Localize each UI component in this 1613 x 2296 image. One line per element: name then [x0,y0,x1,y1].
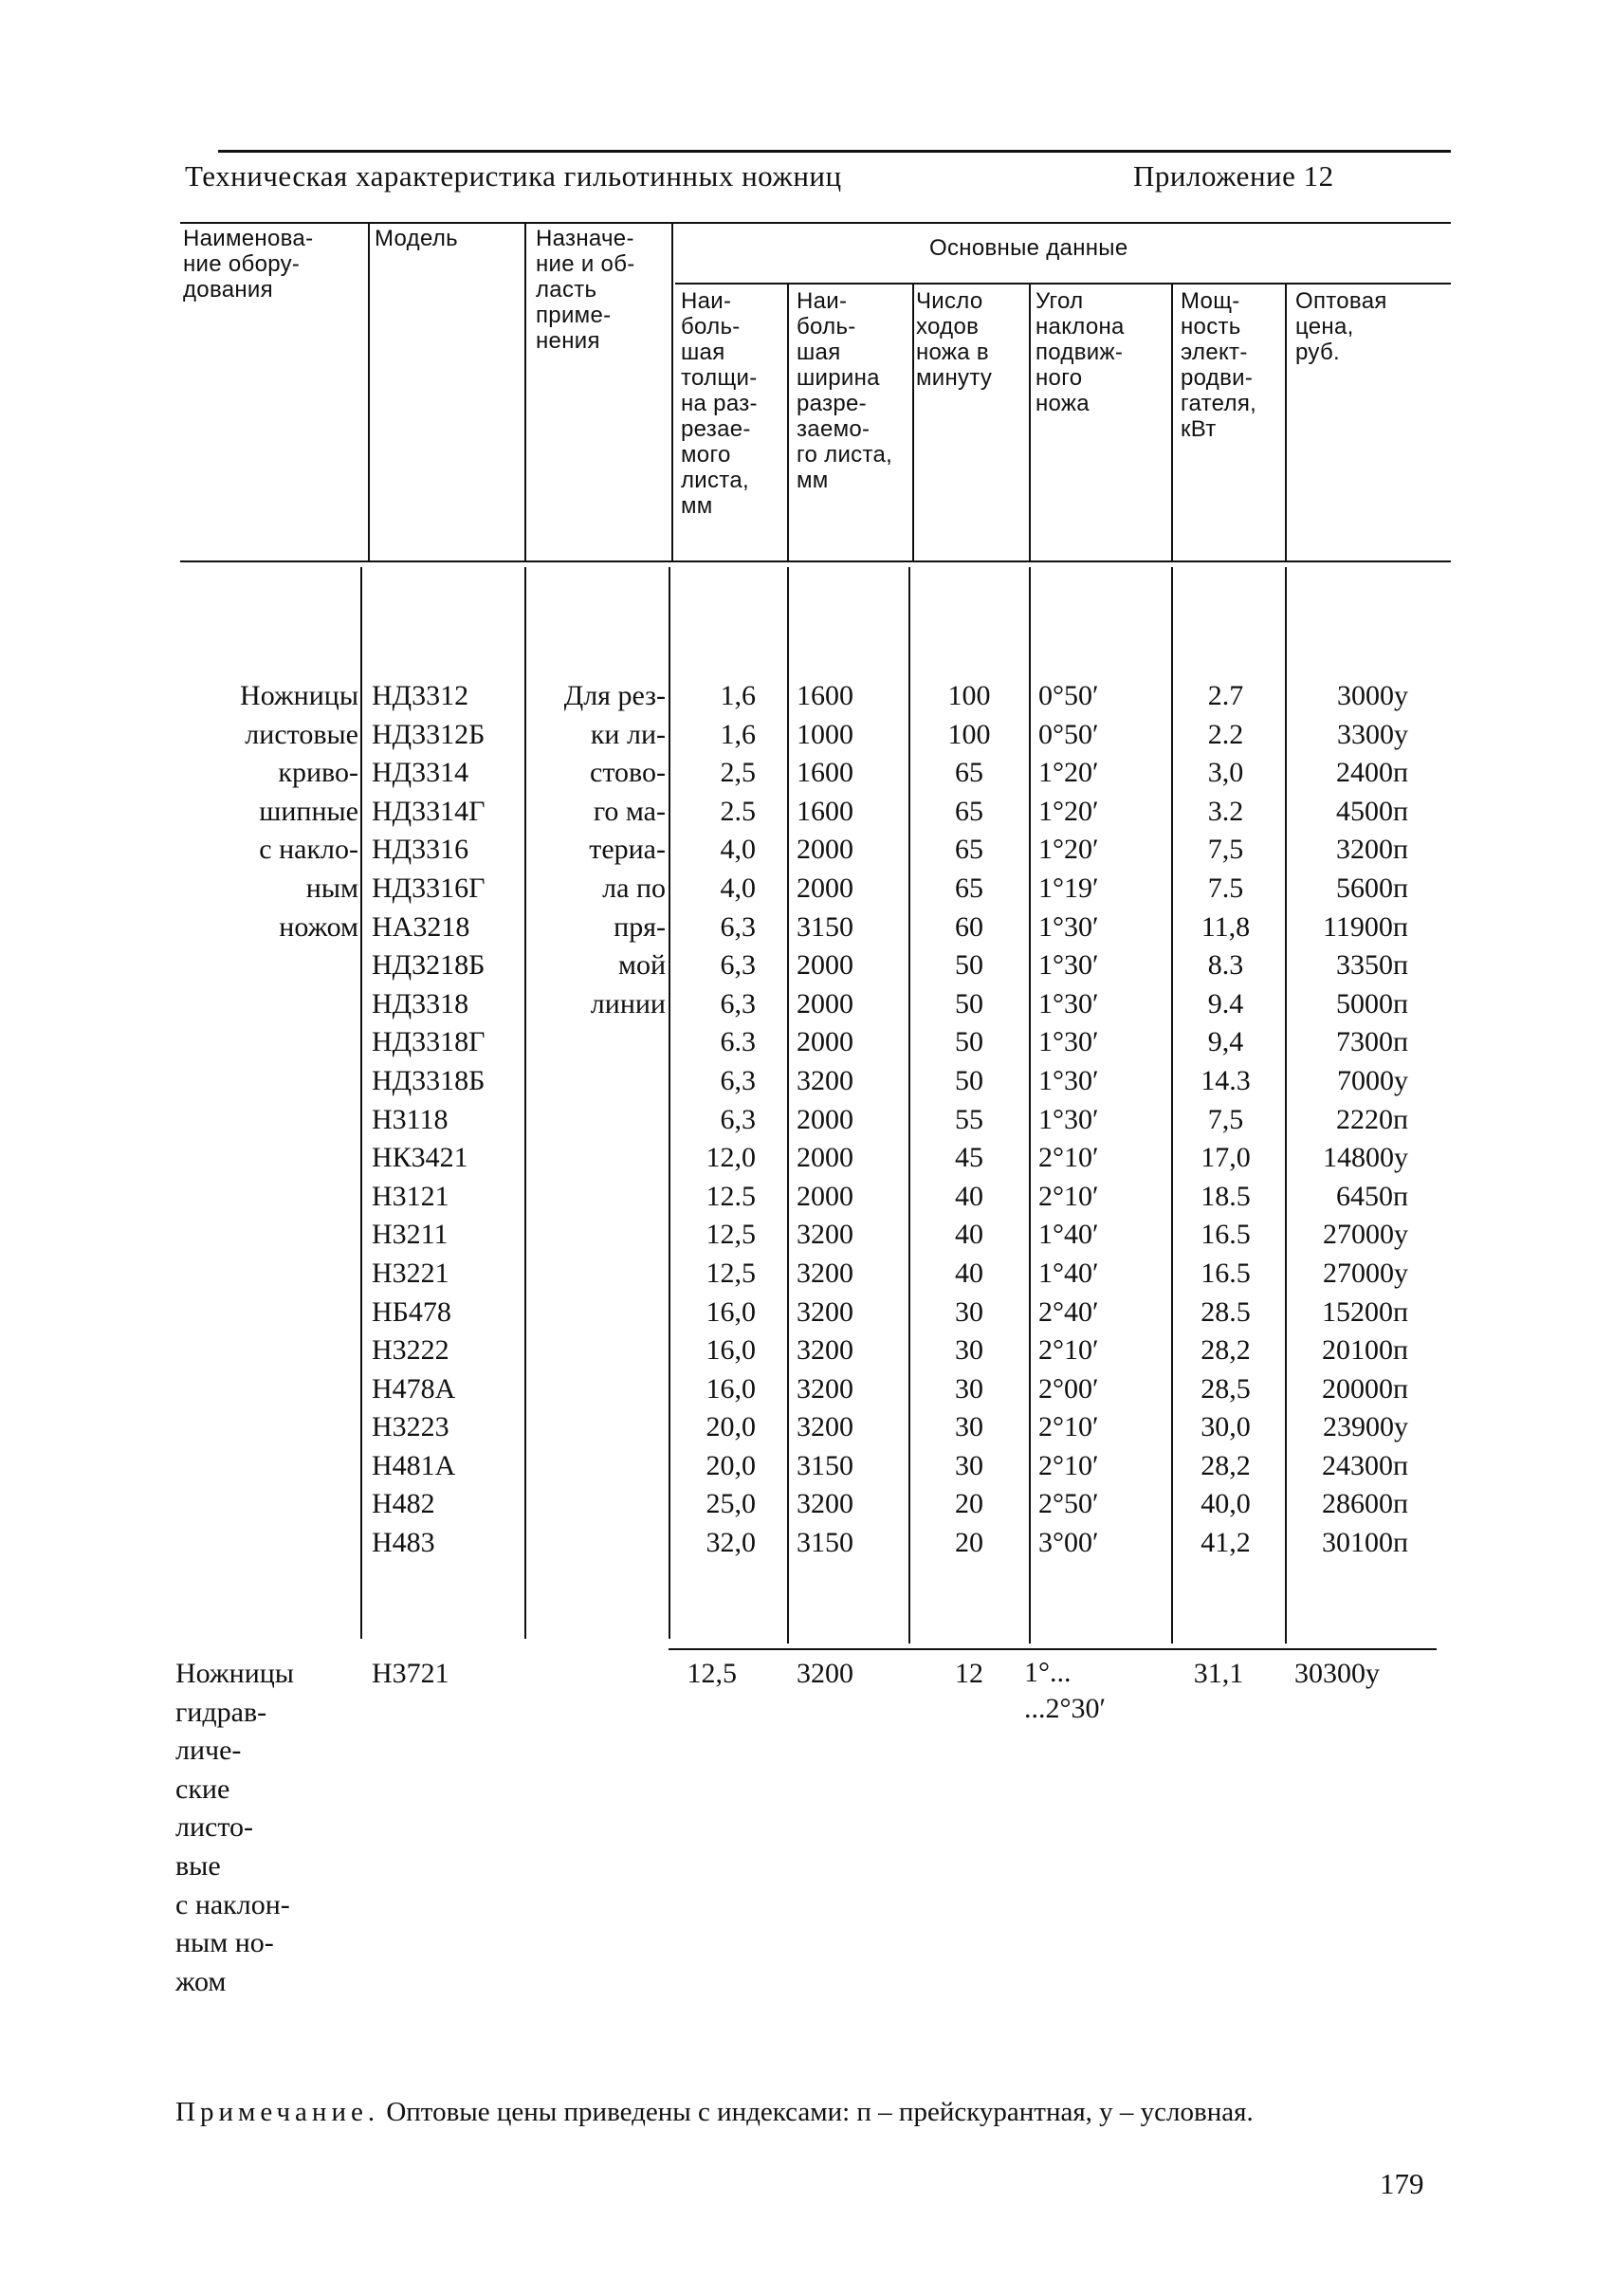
cell-model: Н481А [372,1449,456,1481]
cell-strokes: 65 [955,834,983,866]
header-model: Модель [375,226,458,251]
cell-power: 16.5 [1201,1257,1251,1289]
cell-angle: 1°40′ [1038,1257,1099,1289]
cell-price: 2220п [1335,1103,1408,1135]
cell-width: 2000 [797,1026,853,1058]
cell-power: 40,0 [1201,1488,1251,1520]
cell-width: 2000 [797,987,853,1019]
header-thickness: Наи- боль- шая толщи- на раз- резае- мого листа, мм [681,288,758,519]
cell-width: 2000 [797,1180,853,1212]
cell-power: 41,2 [1201,1527,1251,1559]
cell-thickness: 1,6 [720,680,756,711]
cell-thickness: 6,3 [720,987,756,1019]
cell-price: 27000у [1323,1219,1408,1251]
group2-width: 3200 [797,1658,853,1689]
cell-angle: 0°50′ [1038,718,1099,750]
cell-strokes: 100 [947,718,991,750]
cell-model: Н483 [372,1527,435,1559]
cell-angle: 1°40′ [1038,1219,1099,1251]
header-divider [368,222,370,560]
cell-price: 11900п [1323,910,1408,943]
cell-angle: 1°30′ [1038,987,1099,1019]
cell-width: 3200 [797,1411,853,1443]
cell-price: 3300у [1337,718,1408,750]
cell-price: 3200п [1335,834,1408,866]
cell-model: Н3221 [372,1257,449,1289]
cell-strokes: 50 [955,1026,983,1058]
cell-angle: 2°10′ [1038,1334,1099,1367]
cell-width: 1600 [797,795,853,827]
cell-angle: 2°40′ [1038,1295,1099,1328]
body-divider [1285,567,1287,1644]
cell-power: 7,5 [1207,1103,1244,1135]
cell-model: НД3318Г [372,1026,486,1058]
appendix-label: Приложение 12 [1133,159,1334,193]
model-column [372,677,485,1563]
cell-strokes: 50 [955,1064,983,1096]
cell-strokes: 55 [955,1103,983,1135]
cell-width: 3200 [797,1372,853,1405]
group2-model: Н3721 [372,1658,449,1689]
cell-model: НД3314Г [372,795,486,827]
cell-price: 27000у [1323,1257,1408,1289]
cell-power: 18.5 [1201,1180,1251,1212]
cell-strokes: 30 [955,1411,983,1443]
cell-power: 11,8 [1201,910,1251,943]
cell-model: НД3312Б [372,718,486,750]
cell-width: 3200 [797,1488,853,1520]
header-divider [1285,283,1287,560]
cell-price: 6450п [1335,1180,1408,1212]
cell-power: 28,2 [1201,1334,1251,1367]
cell-power: 9,4 [1207,1026,1244,1058]
cell-width: 3150 [797,1449,853,1481]
cell-angle: 1°19′ [1038,872,1099,904]
cell-strokes: 40 [955,1219,983,1251]
footnote-text: Оптовые цены приведены с индексами: п – прейскурантная, у – условная. [379,2097,1254,2127]
header-divider [1029,283,1031,560]
group2-strokes: 12 [955,1658,983,1689]
cell-thickness: 6,3 [720,949,756,982]
cell-price: 5600п [1335,872,1408,904]
cell-thickness: 12,5 [706,1219,756,1251]
group-separator-rule [669,1648,1437,1650]
cell-strokes: 65 [955,757,983,789]
cell-width: 2000 [797,872,853,904]
price-column [1294,677,1408,1563]
cell-angle: 1°30′ [1038,1103,1099,1135]
cell-power: 2.7 [1207,680,1244,711]
cell-strokes: 30 [955,1372,983,1405]
cell-angle: 1°30′ [1038,1064,1099,1096]
cell-model: Н3222 [372,1334,449,1367]
cell-price: 3350п [1335,949,1408,982]
cell-angle: 1°20′ [1038,757,1099,789]
header-divider [1171,283,1173,560]
cell-price: 7300п [1335,1026,1408,1058]
footnote [175,2094,1446,2131]
cell-angle: 2°00′ [1038,1372,1099,1405]
group2-power: 31,1 [1193,1658,1244,1689]
cell-strokes: 45 [955,1142,983,1174]
group2-price: 30300у [1294,1658,1380,1689]
cell-width: 3150 [797,1527,853,1559]
cell-strokes: 40 [955,1257,983,1289]
cell-model: Н482 [372,1488,435,1520]
cell-width: 3200 [797,1219,853,1251]
cell-thickness: 16,0 [706,1372,756,1405]
header-bottom-rule [180,560,1451,562]
body-divider [908,567,910,1644]
cell-price: 23900у [1323,1411,1408,1443]
cell-model: НД3316 [372,834,469,866]
cell-width: 2000 [797,1103,853,1135]
cell-price: 20100п [1321,1334,1408,1367]
cell-power: 17,0 [1201,1142,1251,1174]
group2-name: Ножницы гидрав- личе- ские листо- вые с наклон- ным но- жом [175,1658,294,1997]
cell-power: 8.3 [1207,949,1244,982]
header-divider [912,283,914,560]
cell-angle: 1°30′ [1038,910,1099,943]
angle-column [1038,677,1099,1563]
cell-model: Н3223 [372,1411,449,1443]
cell-model: НД3218Б [372,949,486,982]
cell-thickness: 1,6 [720,718,756,750]
cell-width: 3200 [797,1334,853,1367]
cell-thickness: 12,0 [706,1142,756,1174]
body-divider [524,567,526,1639]
cell-width: 2000 [797,1142,853,1174]
cell-width: 3150 [797,910,853,943]
cell-strokes: 60 [955,910,983,943]
cell-power: 28,5 [1201,1372,1251,1405]
body-divider [360,567,362,1639]
header-price: Оптовая цена, руб. [1295,288,1387,365]
cell-strokes: 40 [955,1180,983,1212]
cell-thickness: 6,3 [720,1103,756,1135]
cell-thickness: 6,3 [720,1064,756,1096]
footnote-lead: Примечание. [175,2097,380,2127]
cell-power: 3,0 [1207,757,1244,789]
cell-strokes: 20 [955,1488,983,1520]
header-main-data: Основные данные [929,235,1128,261]
cell-angle: 0°50′ [1038,680,1099,711]
cell-model: НБ478 [372,1295,451,1328]
header-strokes: Число ходов ножа в минуту [916,288,993,391]
cell-power: 14.3 [1201,1064,1251,1096]
cell-price: 5000п [1335,987,1408,1019]
group2-angle: 1°... ...2°30′ [1024,1657,1107,1724]
header-purpose: Назначе- ние и об- ласть приме- нения [536,226,635,354]
thickness-column [675,677,756,1563]
cell-strokes: 20 [955,1527,983,1559]
cell-thickness: 16,0 [706,1295,756,1328]
cell-thickness: 6.3 [720,1026,756,1058]
header-top-rule [180,222,1451,224]
cell-thickness: 32,0 [706,1527,756,1559]
group2-thickness: 12,5 [687,1658,737,1689]
header-divider [671,222,673,560]
cell-angle: 3°00′ [1038,1527,1099,1559]
cell-price: 2400п [1335,757,1408,789]
cell-thickness: 4,0 [720,834,756,866]
cell-thickness: 4,0 [720,872,756,904]
cell-angle: 1°20′ [1038,834,1099,866]
cell-angle: 2°10′ [1038,1142,1099,1174]
header-divider [524,222,526,560]
cell-model: Н3121 [372,1180,449,1212]
width-column [797,677,853,1563]
cell-strokes: 65 [955,795,983,827]
page-number: 179 [1380,2167,1424,2200]
table-caption: Техническая характеристика гильотинных ножниц [185,159,842,193]
cell-model: НК3421 [372,1142,468,1174]
cell-model: НД3318Б [372,1064,486,1096]
cell-angle: 2°10′ [1038,1180,1099,1212]
cell-angle: 1°30′ [1038,1026,1099,1058]
cell-strokes: 30 [955,1449,983,1481]
header-power: Мощ- ность элект- родви- гателя, кВт [1181,288,1257,442]
cell-strokes: 65 [955,872,983,904]
strokes-column [931,677,1007,1563]
cell-thickness: 20,0 [706,1411,756,1443]
cell-strokes: 30 [955,1295,983,1328]
cell-price: 3000у [1337,680,1408,711]
group1-name: Ножницы листовые криво- шипные с накло- ным ножом [240,680,358,943]
cell-model: НД3312 [372,680,469,711]
cell-price: 7000у [1337,1064,1408,1096]
cell-price: 30100п [1321,1527,1408,1559]
cell-angle: 2°10′ [1038,1411,1099,1443]
cell-thickness: 16,0 [706,1334,756,1367]
cell-thickness: 2,5 [720,757,756,789]
power-column [1176,677,1275,1563]
body-divider [669,567,670,1639]
cell-model: Н3118 [372,1103,449,1135]
cell-thickness: 20,0 [706,1449,756,1481]
cell-power: 28,2 [1201,1449,1251,1481]
cell-width: 1000 [797,718,853,750]
cell-model: НД3318 [372,987,469,1019]
cell-power: 7,5 [1207,834,1244,866]
cell-width: 3200 [797,1257,853,1289]
cell-model: НД3314 [372,757,469,789]
cell-angle: 2°10′ [1038,1449,1099,1481]
cell-power: 30,0 [1201,1411,1251,1443]
header-angle: Угол наклона подвиж- ного ножа [1036,288,1125,416]
cell-thickness: 25,0 [706,1488,756,1520]
cell-power: 28.5 [1201,1295,1251,1328]
top-rule [218,150,1451,153]
body-divider [1029,567,1031,1644]
cell-price: 24300п [1321,1449,1408,1481]
cell-price: 14800у [1323,1142,1408,1174]
body-divider [1171,567,1173,1644]
cell-power: 7.5 [1207,872,1244,904]
cell-price: 28600п [1321,1488,1408,1520]
group1-purpose: Для рез- ки ли- стово- го ма- териа- ла по пря- мой линии [563,680,666,1019]
cell-price: 4500п [1335,795,1408,827]
cell-width: 2000 [797,834,853,866]
cell-angle: 1°20′ [1038,795,1099,827]
cell-width: 1600 [797,757,853,789]
cell-model: Н478А [372,1372,456,1405]
cell-thickness: 6,3 [720,910,756,943]
cell-power: 9.4 [1207,987,1244,1019]
cell-thickness: 12.5 [706,1180,756,1212]
cell-model: НА3218 [372,910,470,943]
cell-model: Н3211 [372,1219,449,1251]
body-divider [787,567,789,1644]
cell-model: НД3316Г [372,872,486,904]
cell-strokes: 30 [955,1334,983,1367]
cell-power: 16.5 [1201,1219,1251,1251]
cell-strokes: 50 [955,949,983,982]
cell-price: 20000п [1321,1372,1408,1405]
header-name: Наименова- ние обору- дования [183,226,314,303]
cell-width: 3200 [797,1064,853,1096]
cell-power: 3.2 [1207,795,1244,827]
cell-width: 3200 [797,1295,853,1328]
cell-thickness: 12,5 [706,1257,756,1289]
cell-thickness: 2.5 [720,795,756,827]
cell-price: 15200п [1321,1295,1408,1328]
cell-angle: 2°50′ [1038,1488,1099,1520]
cell-width: 2000 [797,949,853,982]
header-width: Наи- боль- шая ширина разре- заемо- го листа, мм [797,288,893,493]
cell-strokes: 100 [947,680,991,711]
cell-power: 2.2 [1207,718,1244,750]
header-divider [787,283,789,560]
cell-angle: 1°30′ [1038,949,1099,982]
cell-strokes: 50 [955,987,983,1019]
main-data-rule [675,283,1451,285]
cell-width: 1600 [797,680,853,711]
